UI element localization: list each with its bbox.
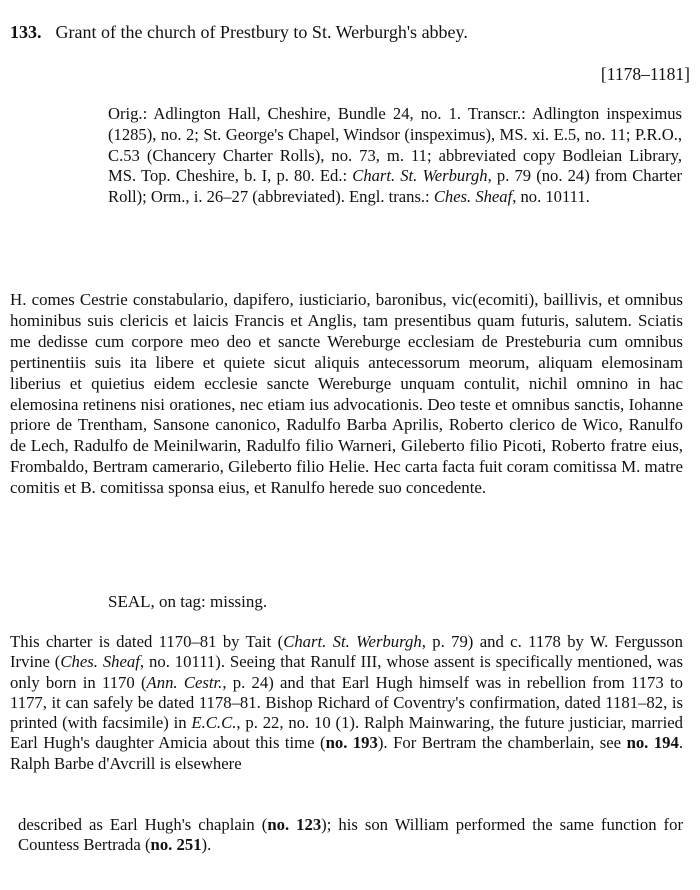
commentary-text: , p. 22, no. 10 (1). Ralph Mainwaring, the future justiciar, married Earl Hugh's daughter Amicia about this time (: [10, 713, 683, 753]
commentary-paragraph: [10, 632, 683, 774]
commentary-text: , no. 10111). Seeing that Ranulf III, whose assent is specifically mentioned, was only born in 1170 (: [10, 652, 684, 692]
sources-italic: Chart. St. Werburgh: [352, 166, 488, 186]
sources-text: , p. 79 (no. 24) from Charter Roll); Orm., i. 26–27 (abbreviated). Engl. trans.:: [108, 166, 682, 207]
commentary-text: . Ralph Barbe d'Avcrill is elsewhere: [10, 733, 684, 773]
cross-reference: no. 251: [150, 835, 202, 855]
cross-reference: no. 193: [325, 733, 378, 753]
commentary-text: ).: [201, 835, 212, 855]
commentary-text: , p. 79) and c. 1178 by W. Fergusson Irvine (: [10, 632, 683, 672]
commentary-text: ); his son William performed the same function for Countess Bertrada (: [18, 815, 683, 855]
seal-note: [108, 592, 267, 612]
sources-paragraph: [108, 104, 682, 208]
commentary-italic: Chart. St. Werburgh: [283, 632, 422, 651]
entry-date: [1178–1181]: [600, 64, 690, 84]
cross-reference: no. 123: [267, 815, 322, 834]
seal-label: SEAL: [108, 592, 151, 611]
sources-text: Orig.: Adlington Hall, Cheshire, Bundle 24, no. 1. Transcr.: Adlington inspeximus (1285), no. 2; St. George's Chapel, Windsor (inspeximus), MS. xi. E.5, no. 11; P.R.O., C.53 (Chancery Charter Rolls), no. 73, m. 11; abbreviated copy Bodleian Library, MS. Top. Cheshire, b. I, p. 80. Ed.:: [108, 104, 682, 186]
commentary-text: , p. 24) and that Earl Hugh himself was in rebellion from 1173 to 1177, it can safely be dated 1178–81. Bishop Richard of Coventry's confirmation, dated 1181–82, is printed (with facsimile) in: [10, 672, 683, 733]
commentary-text: ). For Bertram the chamberlain, see: [377, 733, 627, 753]
seal-text: , on tag: missing.: [150, 592, 268, 611]
commentary-continuation: [18, 815, 683, 856]
commentary-text: described as Earl Hugh's chaplain (: [18, 815, 268, 834]
cross-reference: no. 194: [626, 733, 679, 753]
commentary-italic: Ches. Sheaf: [60, 652, 140, 672]
commentary-italic: Ann. Cestr.: [146, 672, 223, 692]
sources-italic: Ches. Sheaf: [433, 187, 513, 207]
sources-text: , no. 10111.: [512, 187, 590, 207]
commentary-text: This charter is dated 1170–81 by Tait (: [10, 632, 284, 651]
entry-title: Grant of the church of Prestbury to St. Werburgh's abbey.: [55, 22, 468, 42]
commentary-italic: E.C.C.: [191, 713, 237, 733]
entry-number: 133.: [10, 22, 42, 42]
entry-heading: [10, 22, 690, 43]
charter-text: H. comes Cestrie constabulario, dapifero, iusticiario, baronibus, vic(ecomiti), baillivis, et omnibus hominibus suis clericis et laicis Francis et Anglis, tam presentibus quam futuris, salutem. Sciatis me dedisse cum corpore meo deo et sancte Wereburge ecclesiam de Presteburia cum omnibus pertinentiis suis ita libere et quiete sicut aliquis antecessorum meorum, aliquam elemosinam liberius et quietius eidem ecclesie sancte Wereburge unquam contulit, nichil omnino in hac elemosina retinens nisi orationes, nec etiam ius advocationis. Deo teste et omnibus sanctis, Iohanne priore de Trentham, Sansone canonico, Radulfo Barba Aprilis, Roberto clerico de Wico, Ranulfo de Lech, Radulfo de Meinilwarin, Radulfo filio Warneri, Gileberto filio Picoti, Roberto fratre eius, Frombaldo, Bertram camerario, Gileberto filio Helie. Hec carta facta fuit coram comitissa M. matre comitis et B. comitissa sponsa eius, et Ranulfo herede suo concedente.: [10, 290, 684, 498]
